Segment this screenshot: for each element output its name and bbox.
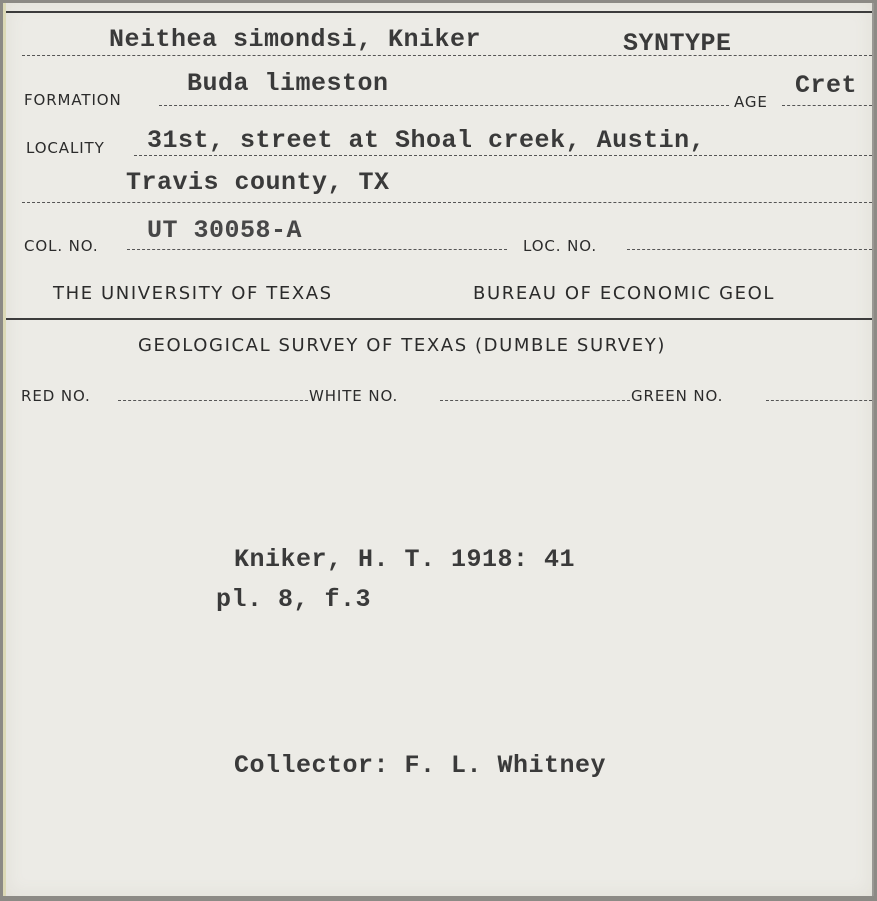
loc-no-label: LOC. NO.	[523, 237, 598, 255]
formation-value: Buda limeston	[187, 69, 389, 98]
red-no-line	[118, 400, 308, 401]
specimen-label-card	[3, 3, 874, 896]
locality-line1: 31st, street at Shoal creek, Austin,	[147, 126, 706, 155]
age-value: Cret	[795, 71, 858, 100]
collector: Collector: F. L. Whitney	[234, 751, 607, 780]
bureau-name: BUREAU OF ECONOMIC GEOL	[473, 283, 776, 304]
age-line	[782, 105, 872, 106]
locality-line2: Travis county, TX	[126, 168, 390, 197]
locality-line2-rule	[22, 202, 872, 203]
col-no-label: COL. NO.	[24, 237, 99, 255]
green-no-line	[766, 400, 872, 401]
reference-line1: Kniker, H. T. 1918: 41	[234, 545, 576, 574]
age-label: AGE	[734, 93, 768, 111]
white-no-label: WHITE NO.	[309, 387, 399, 405]
red-no-label: RED NO.	[21, 387, 91, 405]
species-line	[22, 55, 872, 56]
formation-label: FORMATION	[24, 91, 122, 109]
col-no-value: UT 30058-A	[147, 216, 303, 245]
survey-name: GEOLOGICAL SURVEY OF TEXAS (DUMBLE SURVEY)	[138, 335, 666, 356]
species-name: Neithea simondsi, Kniker	[109, 25, 482, 54]
type-status: SYNTYPE	[623, 29, 732, 58]
top-rule	[6, 11, 872, 13]
formation-line	[159, 105, 729, 106]
green-no-label: GREEN NO.	[631, 387, 724, 405]
locality-label: LOCALITY	[26, 139, 105, 157]
institution-rule	[6, 318, 872, 320]
university-name: THE UNIVERSITY OF TEXAS	[53, 283, 333, 304]
loc-no-line	[627, 249, 872, 250]
locality-line	[134, 155, 872, 156]
reference-line2: pl. 8, f.3	[216, 585, 372, 614]
col-no-line	[127, 249, 507, 250]
white-no-line	[440, 400, 630, 401]
